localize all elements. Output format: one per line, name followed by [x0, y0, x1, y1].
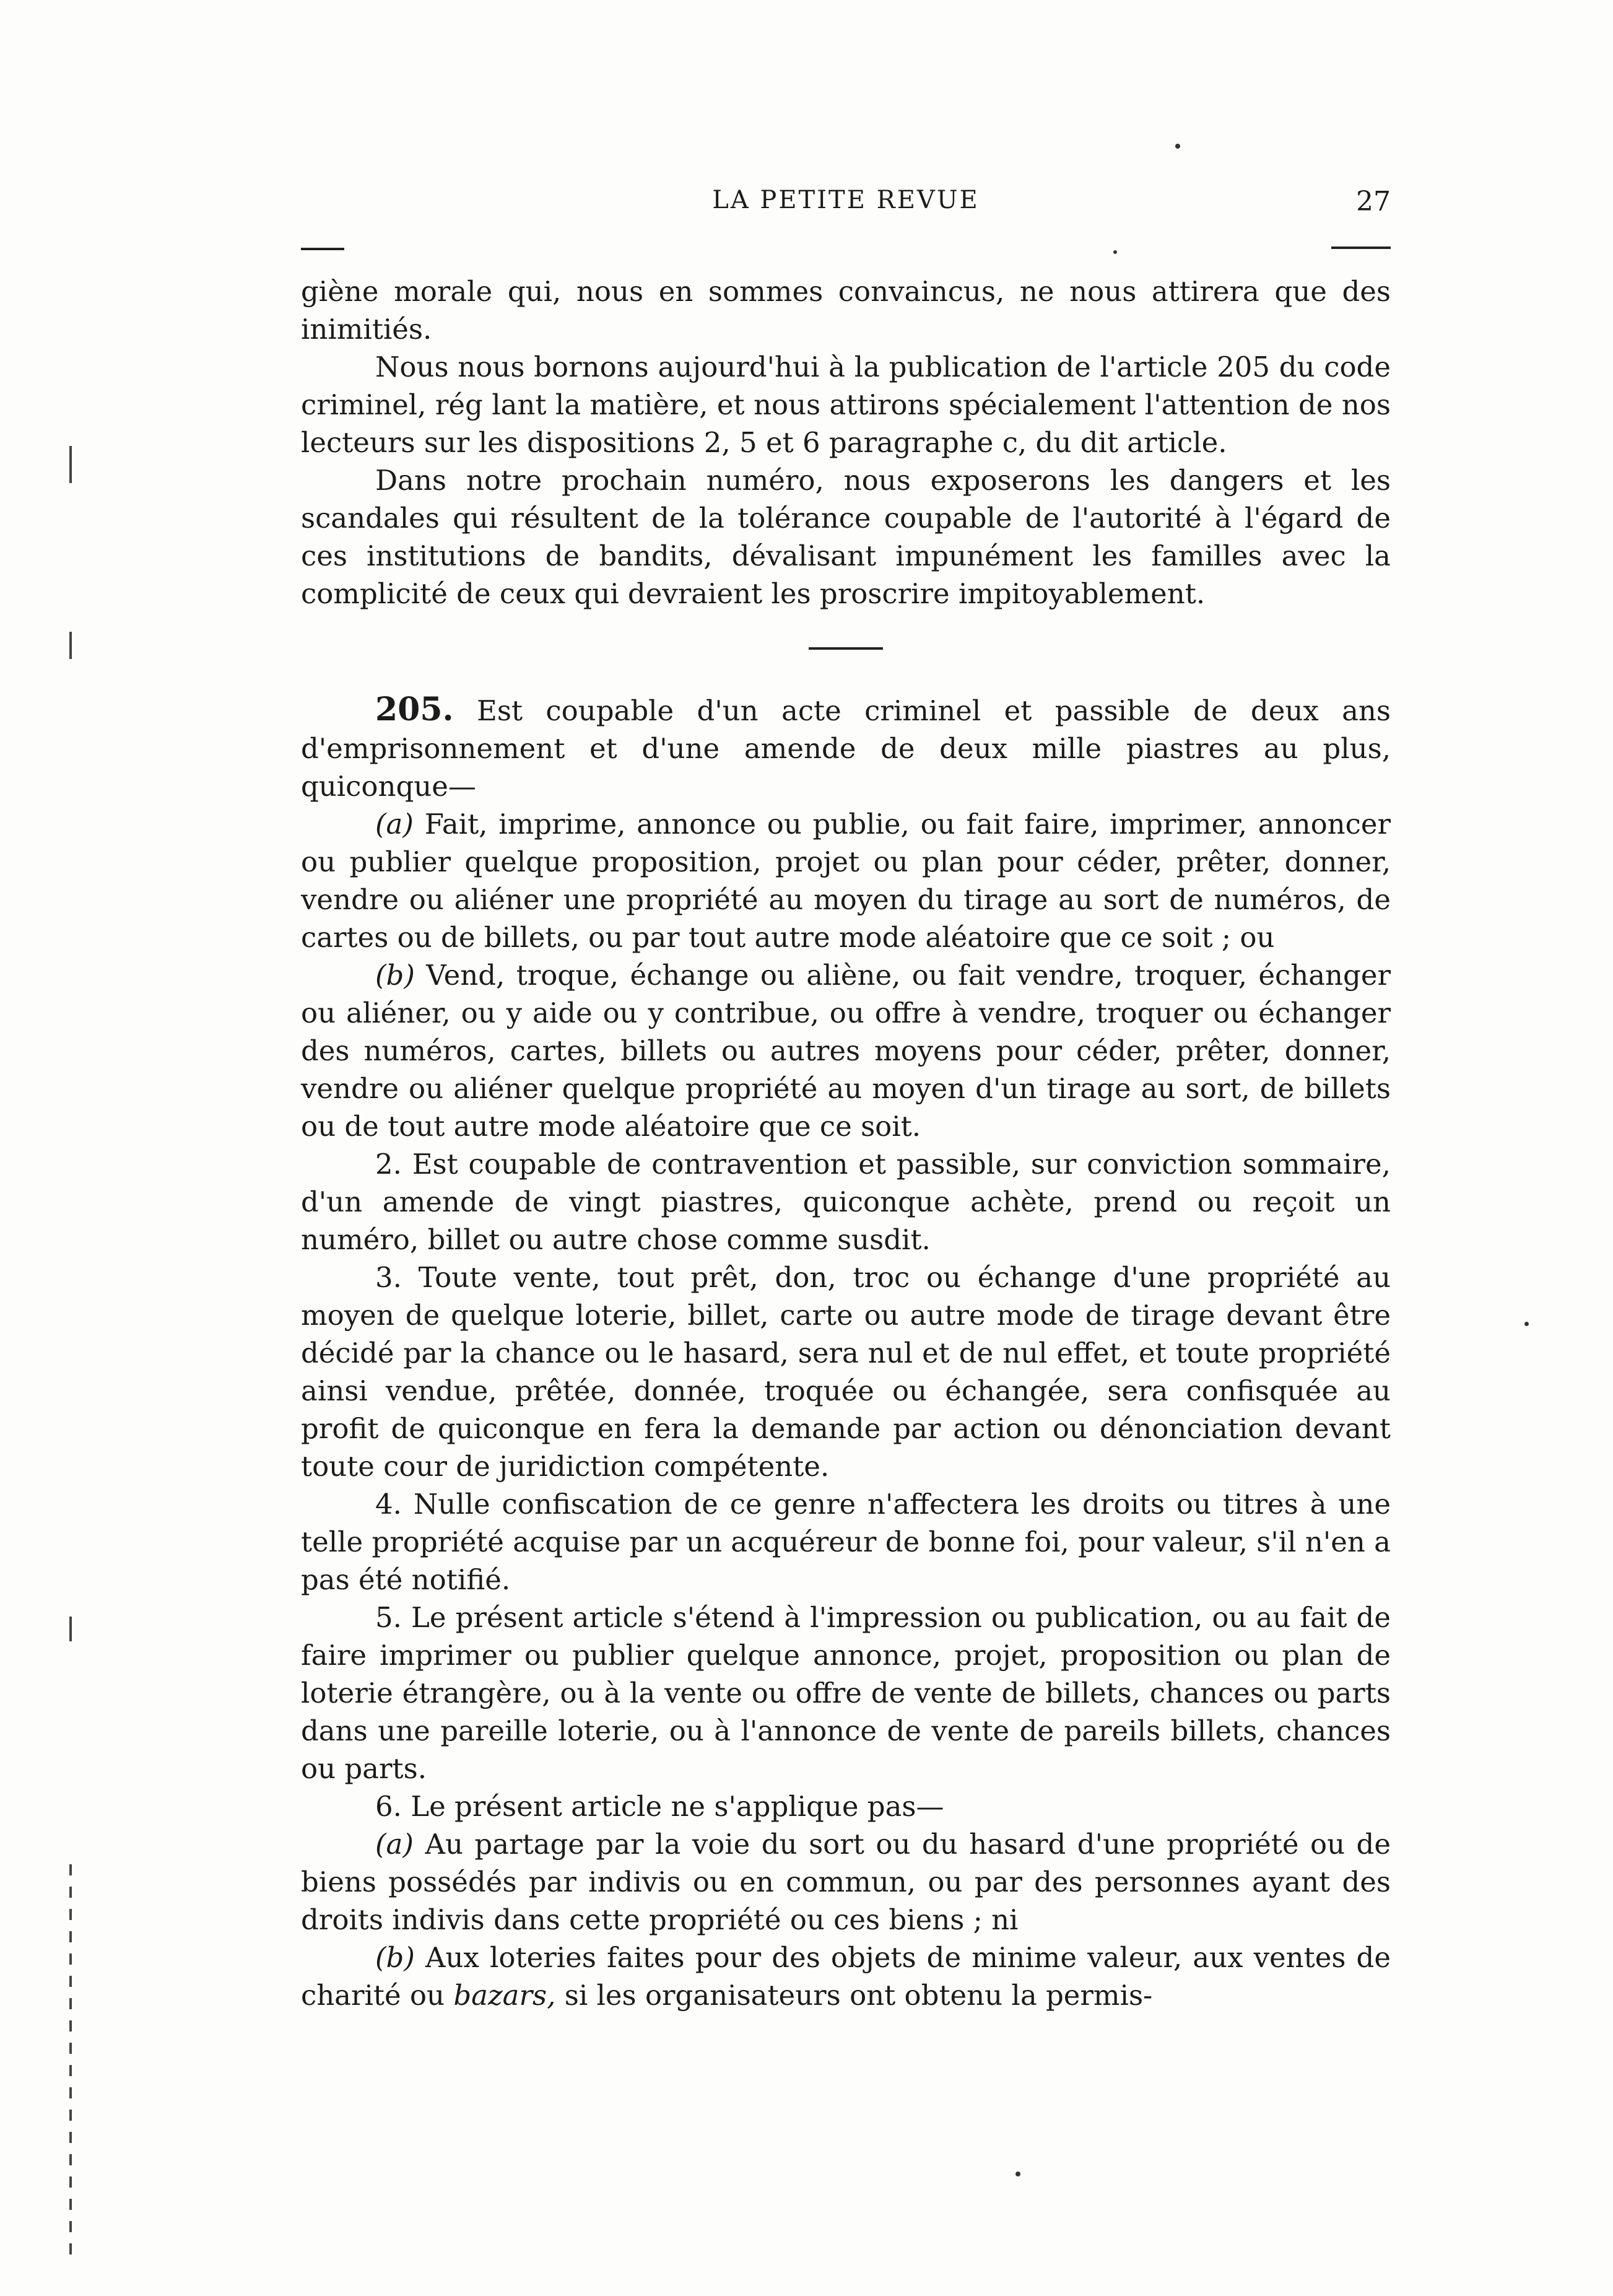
subsection-6-clause-b-italic: bazars, [453, 1979, 556, 2012]
page-header [301, 186, 1391, 229]
margin-mark [69, 1864, 72, 2261]
subsection-6-clause-a [301, 1825, 1391, 1939]
header-rule-right [1331, 247, 1391, 249]
subsection-3: 3. Toute vente, tout prêt, don, troc ou échange d'une propriété au moyen de quelque loterie, billet, carte ou autre mode de tirage devant être décidé par la chance ou le hasard, sera nul et de nul effet, et toute propriété ainsi vendue, prêtée, donnée, troquée ou échangée, sera confisquée au profit de quiconque en fera la demande par action ou dénonciation devant toute cour de juridiction compétente. [301, 1261, 1391, 1483]
running-title: LA PETITE REVUE [712, 186, 980, 214]
intro-paragraph-1: giène morale qui, nous en sommes convaincus, ne nous attirera que des inimitiés. [301, 275, 1391, 346]
subsection-6-clause-b-text-2: si les organisateurs ont obtenu la permis- [564, 1979, 1153, 2012]
margin-mark [69, 632, 72, 659]
section-divider [809, 647, 883, 650]
margin-mark [69, 446, 72, 483]
subsection-6-clause-b [301, 1939, 1391, 2014]
subsection-6-clause-b-text-1: Aux loteries faites pour des objets de minime valeur, aux ventes de charité ou [301, 1941, 1391, 2012]
clause-a-label: (a) [375, 808, 414, 840]
subsection-6-clause-a-text: Au partage par la voie du sort ou du hasard d'une propriété ou de biens possédés par indivis ou en commun, ou par des personnes ayant des droits indivis dans cette propriété ou ces biens ; ni [301, 1828, 1391, 1936]
intro-paragraph-3: Dans notre prochain numéro, nous exposerons les dangers et les scandales qui résultent de la tolérance coupable de l'autorité à l'égard de ces institutions de bandits, dévalisant impunément les familles avec la complicité de ceux qui devraient les proscrire impitoyablement. [301, 464, 1391, 610]
subsection-4: 4. Nulle confiscation de ce genre n'affectera les droits ou titres à une telle propriété acquise par un acquéreur de bonne foi, pour valeur, s'il n'en a pas été notifié. [301, 1488, 1391, 1596]
clause-b-text: Vend, troque, échange ou aliène, ou fait vendre, troquer, échanger ou aliéner, ou y aide ou y contribue, ou offre à vendre, troquer ou échanger des numéros, cartes, billets ou autres moyens pour céder, prêter, donner, vendre ou aliéner quelque propriété au moyen d'un tirage au sort, de billets ou de tout autre mode aléatoire que ce soit. [301, 959, 1391, 1143]
subsection-6-clause-b-label: (b) [375, 1941, 415, 1974]
scan-speck [1015, 2172, 1020, 2176]
clause-a [301, 805, 1391, 956]
header-rule-left [301, 248, 344, 250]
subsection-2: 2. Est coupable de contravention et passible, sur conviction sommaire, d'un amende de vingt piastres, quiconque achète, prend ou reçoit un numéro, billet ou autre chose comme susdit. [301, 1148, 1391, 1256]
article-opening-text: Est coupable d'un acte criminel et passible de deux ans d'emprisonnement et d'une amende de deux mille piastres au plus, quiconque— [301, 694, 1391, 803]
scan-speck [1113, 250, 1117, 254]
article-opening [301, 691, 1391, 805]
clause-a-text: Fait, imprime, annonce ou publie, ou fait faire, imprimer, annoncer ou publier quelque proposition, projet ou plan pour céder, prêter, donner, vendre ou aliéner une propriété au moyen du tirage au sort de numéros, de cartes ou de billets, ou par tout autre mode aléatoire que ce soit ; ou [301, 808, 1391, 954]
margin-mark [69, 1617, 72, 1641]
subsection-5: 5. Le présent article s'étend à l'impression ou publication, ou au fait de faire imprimer ou publier quelque annonce, projet, proposition ou plan de loterie étrangère, ou à la vente ou offre de vente de billets, chances ou parts dans une pareille loterie, ou à l'annonce de vente de pareils billets, chances ou parts. [301, 1601, 1391, 1785]
page-number: 27 [1356, 186, 1391, 217]
subsection-6: 6. Le présent article ne s'applique pas— [375, 1790, 944, 1823]
article-number: 205. [375, 691, 454, 728]
clause-b [301, 956, 1391, 1145]
intro-paragraph-2: Nous nous bornons aujourd'hui à la publication de l'article 205 du code criminel, rég lant la matière, et nous attirons spécialement l'attention de nos lecteurs sur les dispositions 2, 5 et 6 paragraphe c, du dit article. [301, 351, 1391, 459]
scan-speck [1524, 1322, 1529, 1326]
clause-b-label: (b) [375, 959, 415, 992]
scan-speck [1175, 144, 1180, 149]
subsection-6-clause-a-label: (a) [375, 1828, 414, 1861]
body-text [301, 273, 1391, 2014]
